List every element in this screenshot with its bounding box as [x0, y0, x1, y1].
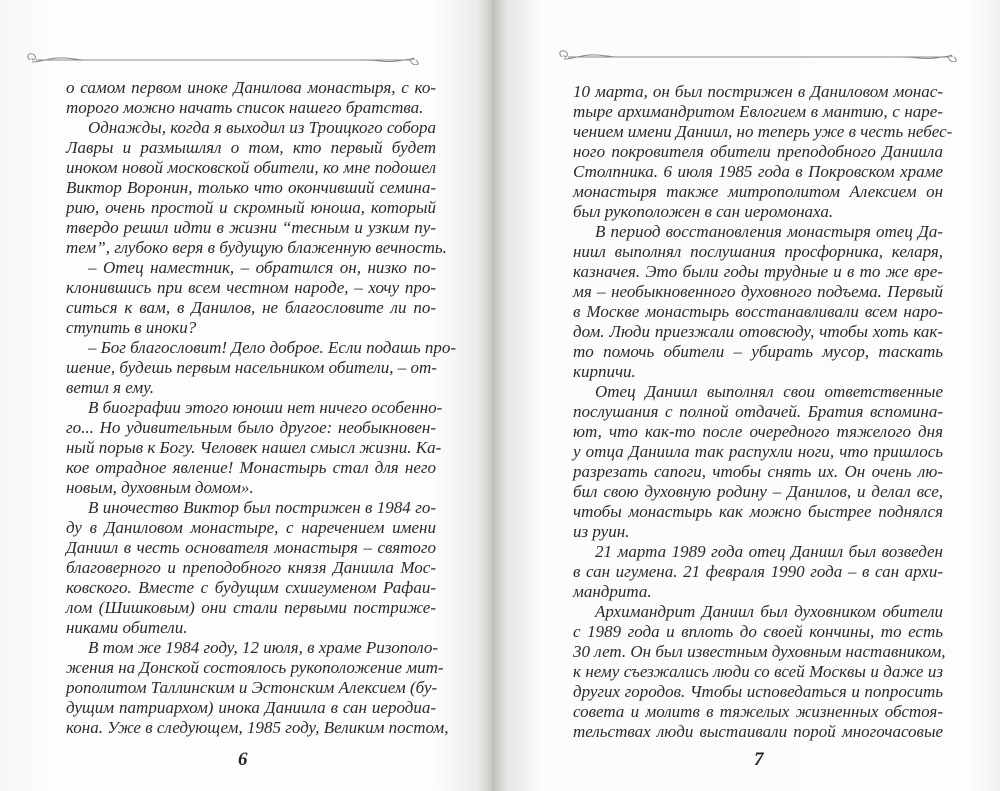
paragraph: [573, 222, 943, 382]
page-number: 7: [754, 749, 764, 770]
text-line: новым, духовным домом».: [66, 478, 254, 497]
header-ornament: [22, 51, 424, 65]
text-line: казначея. Это были годы трудные и в то же вре-: [573, 262, 943, 281]
text-line: В том же 1984 году, 12 июля, в храме Ризополо-: [88, 638, 439, 657]
text-line: разрезать сапоги, чтобы снять их. Он очень лю-: [573, 462, 943, 481]
text-line: никами обители.: [66, 618, 188, 637]
text-line: других городов. Чтобы исповедаться и попросить: [573, 682, 943, 701]
text-line: Даниил в честь основателя монастыря – святого: [66, 538, 436, 557]
text-line: ветил я ему.: [66, 378, 154, 397]
text-line: Отец Даниил выполнял свои ответственные: [595, 382, 943, 401]
text-line: монастыря также митрополитом Алексием он: [573, 182, 943, 201]
text-line: о самом первом иноке Данилова монастыря, с ко-: [66, 78, 436, 97]
text-line: в Москве монастырь восстанавливали всем наро-: [573, 302, 943, 321]
text-line: – Отец наместник, – обратился он, низко по-: [88, 258, 436, 277]
text-line: послушания с полной отдачей. Братия вспомина-: [573, 402, 943, 421]
text-line: В биографии этого юноши нет ничего особенно-: [88, 398, 443, 417]
paragraph: [66, 258, 436, 338]
text-line: Виктор Воронин, только что окончивший семина-: [66, 178, 436, 197]
text-line: благоверного и преподобного князя Даниила Мос-: [66, 558, 436, 577]
text-line: 30 лет. Он был известным духовным наставником,: [573, 642, 946, 661]
paragraph: [66, 118, 447, 258]
paragraph: [66, 638, 449, 738]
text-line: с 1989 года и вплоть до своей кончины, то есть: [573, 622, 943, 641]
text-line: ду в Даниловом монастыре, с наречением имени: [66, 518, 436, 537]
text-line: 21 марта 1989 года отец Даниил был возведен: [595, 542, 943, 561]
text-line: 10 марта, он был пострижен в Даниловом монас-: [573, 82, 943, 101]
text-line: рополитом Таллинским и Эстонским Алексием (бу-: [66, 678, 438, 697]
text-line: к нему съезжались люди со всей Москвы и даже из: [573, 662, 943, 681]
text-line: в сан игумена. 21 февраля 1990 года – в сан архи-: [573, 562, 943, 581]
paragraph: [573, 82, 953, 222]
paragraph: [66, 78, 436, 118]
text-line: ниил выполнял послушания просфорника, келаря,: [573, 242, 943, 261]
text-line: ют, что как-то после очередного тяжелого дня: [573, 422, 943, 441]
paragraph: [573, 382, 943, 542]
text-line: тыре архимандритом Евлогием в мантию, с наре-: [573, 102, 943, 121]
text-line: тем”, глубоко веря в будущую блаженную вечность.: [66, 238, 447, 257]
header-ornament: [554, 48, 962, 62]
paragraph: [573, 602, 946, 742]
text-line: рию, очень простой и скромный юноша, который: [66, 198, 436, 217]
page-text: [66, 78, 456, 738]
text-line: чением имени Даниил, но теперь уже в честь небес-: [573, 122, 953, 141]
text-line: то помочь обители – убирать мусор, таскать: [573, 342, 943, 361]
text-line: жения на Донской состоялось рукоположение мит-: [66, 658, 444, 677]
page-number: 6: [238, 749, 248, 770]
text-line: – Бог благословит! Дело доброе. Если подашь про-: [88, 338, 456, 357]
text-line: у отца Даниила так распухли ноги, что пришлось: [573, 442, 943, 461]
text-line: ситься к вам, в Данилов, не благословите ли по-: [66, 298, 436, 317]
text-line: мандрита.: [573, 582, 652, 601]
text-line: бил свою духовную родину – Данилов, и делал все,: [573, 482, 943, 501]
text-line: Столпника. 6 июля 1985 года в Покровском храме: [573, 162, 943, 181]
text-line: был рукоположен в сан иеромонаха.: [573, 202, 834, 221]
text-line: В иночество Виктор был пострижен в 1984 го-: [88, 498, 436, 517]
text-line: кирпичи.: [573, 362, 636, 381]
text-line: из руин.: [573, 522, 630, 541]
text-line: Архимандрит Даниил был духовником обители: [595, 602, 943, 621]
text-line: В период восстановления монастыря отец Да-: [595, 222, 943, 241]
text-line: чтобы монастырь как можно быстрее поднялся: [573, 502, 943, 521]
page-text: [573, 82, 953, 742]
text-line: клонившись при всем честном народе, – хочу про-: [66, 278, 436, 297]
text-line: дом. Люди приезжали отовсюду, чтобы хоть как-: [573, 322, 943, 341]
text-line: торого можно начать список нашего братства.: [66, 98, 424, 117]
paragraph: [66, 498, 436, 638]
text-line: кое отрадное явление! Монастырь стал для него: [66, 458, 436, 477]
paragraph: [66, 398, 443, 498]
text-line: ступить в иноки?: [66, 318, 197, 337]
text-line: дущим патриархом) инока Даниила в сан иеродиа-: [66, 698, 436, 717]
text-line: лом (Шишковым) они стали первыми постриже-: [66, 598, 436, 617]
text-line: мя – необыкновенного духовного подъема. Первый: [573, 282, 943, 301]
text-line: кона. Уже в следующем, 1985 году, Великим постом,: [66, 718, 449, 737]
right-page: [492, 0, 1000, 791]
text-line: совета и молитв в тяжелых жизненных обстоя-: [573, 702, 943, 721]
text-line: иноком новой московской обители, ко мне подошел: [66, 158, 436, 177]
text-line: Однажды, когда я выходил из Троицкого собора: [88, 118, 437, 137]
left-page: [0, 0, 492, 791]
text-line: ный порыв к Богу. Человек нашел смысл жизни. Ка-: [66, 438, 442, 457]
text-line: Лавры и размышлял о том, кто первый будет: [66, 138, 436, 157]
text-line: твердо решил идти в жизни “тесным и узким пу-: [66, 218, 436, 237]
paragraph: [66, 338, 456, 398]
text-line: го... Но удивительным было другое: необыкновен-: [66, 418, 436, 437]
text-line: ковского. Вместе с будущим схиигуменом Рафаи-: [66, 578, 436, 597]
text-line: тельствах люди выстаивали порой многочасовые: [573, 722, 943, 741]
text-line: шение, будешь первым насельником обители, – от-: [66, 358, 437, 377]
text-line: ного покровителя обители преподобного Даниила: [573, 142, 943, 161]
paragraph: [573, 542, 943, 602]
